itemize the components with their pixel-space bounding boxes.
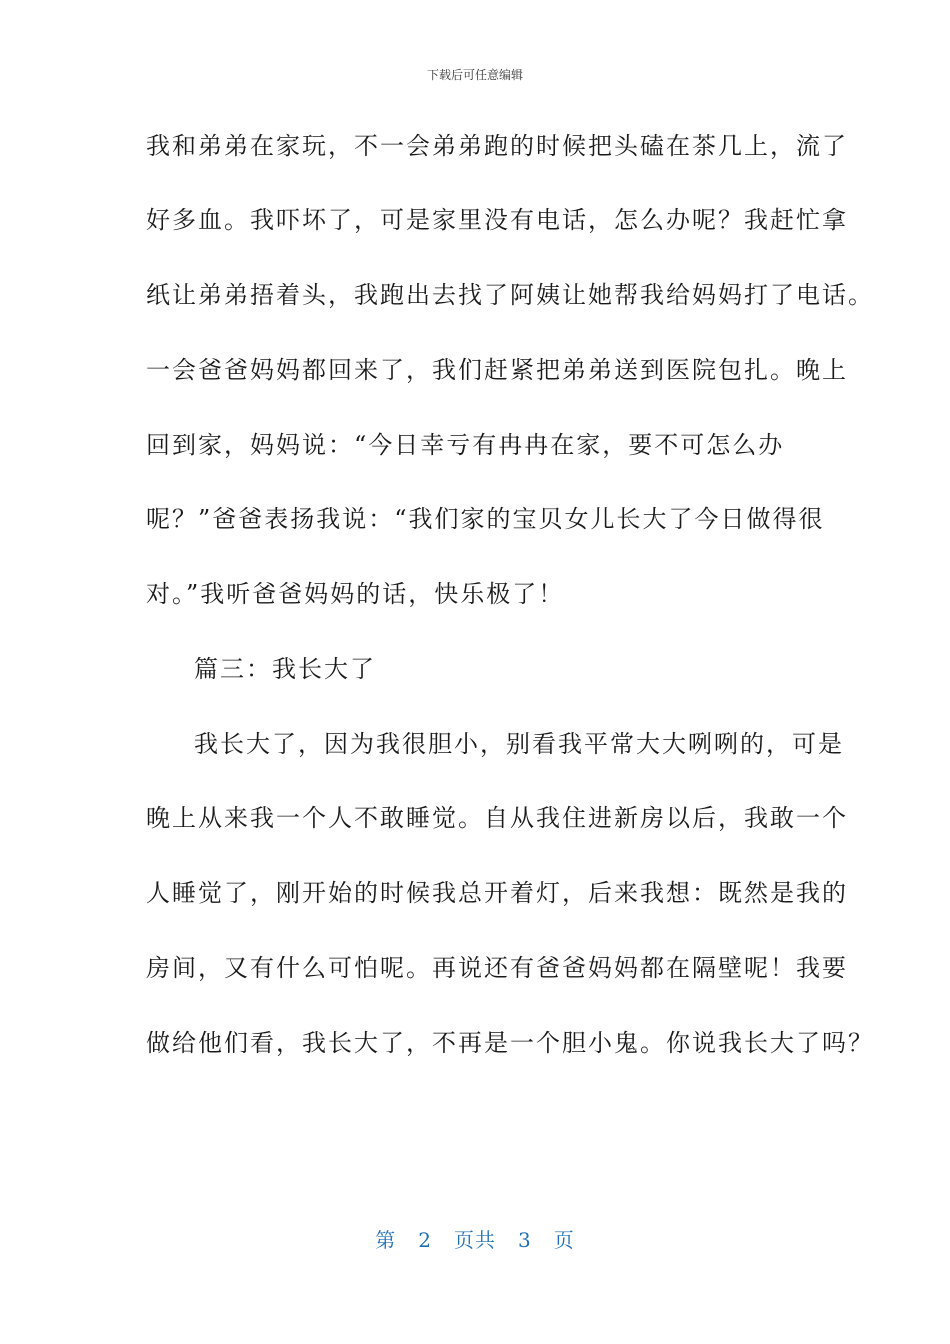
text-line: 好多血。我吓坏了，可是家里没有电话，怎么办呢？我赶忙拿: [146, 206, 848, 234]
page-footer: [0, 1224, 950, 1253]
text-line: 我和弟弟在家玩，不一会弟弟跑的时候把头磕在茶几上，流了: [146, 132, 848, 160]
total-pages-number: 3: [518, 1228, 532, 1252]
text-line: 纸让弟弟捂着头，我跑出去找了阿姨让她帮我给妈妈打了电话。: [146, 281, 874, 309]
text-line: 做给他们看，我长大了，不再是一个胆小鬼。你说我长大了吗？: [146, 1029, 874, 1057]
text-line: 对。”我听爸爸妈妈的话，快乐极了！: [146, 580, 565, 608]
section-heading: 篇三：我长大了: [194, 655, 376, 683]
text-line: 晚上从来我一个人不敢睡觉。自从我住进新房以后，我敢一个: [146, 804, 848, 832]
text-line: 呢？”爸爸表扬我说：“我们家的宝贝女儿长大了今日做得很: [146, 505, 825, 533]
current-page-number: 2: [418, 1228, 432, 1252]
text-line: 房间，又有什么可怕呢。再说还有爸爸妈妈都在隔壁呢！我要: [146, 954, 848, 982]
text-line: 一会爸爸妈妈都回来了，我们赶紧把弟弟送到医院包扎。晚上: [146, 356, 848, 384]
page-prefix: 第: [375, 1228, 397, 1252]
text-line: 回到家，妈妈说：“今日幸亏有冉冉在家，要不可怎么办: [146, 431, 785, 459]
text-line: 人睡觉了，刚开始的时候我总开着灯，后来我想：既然是我的: [146, 879, 848, 907]
page-suffix: 页: [553, 1228, 575, 1252]
page-middle: 页共: [454, 1228, 496, 1252]
text-line: 我长大了，因为我很胆小，别看我平常大大咧咧的，可是: [194, 730, 844, 758]
page-header: 下载后可任意编辑: [426, 68, 523, 82]
